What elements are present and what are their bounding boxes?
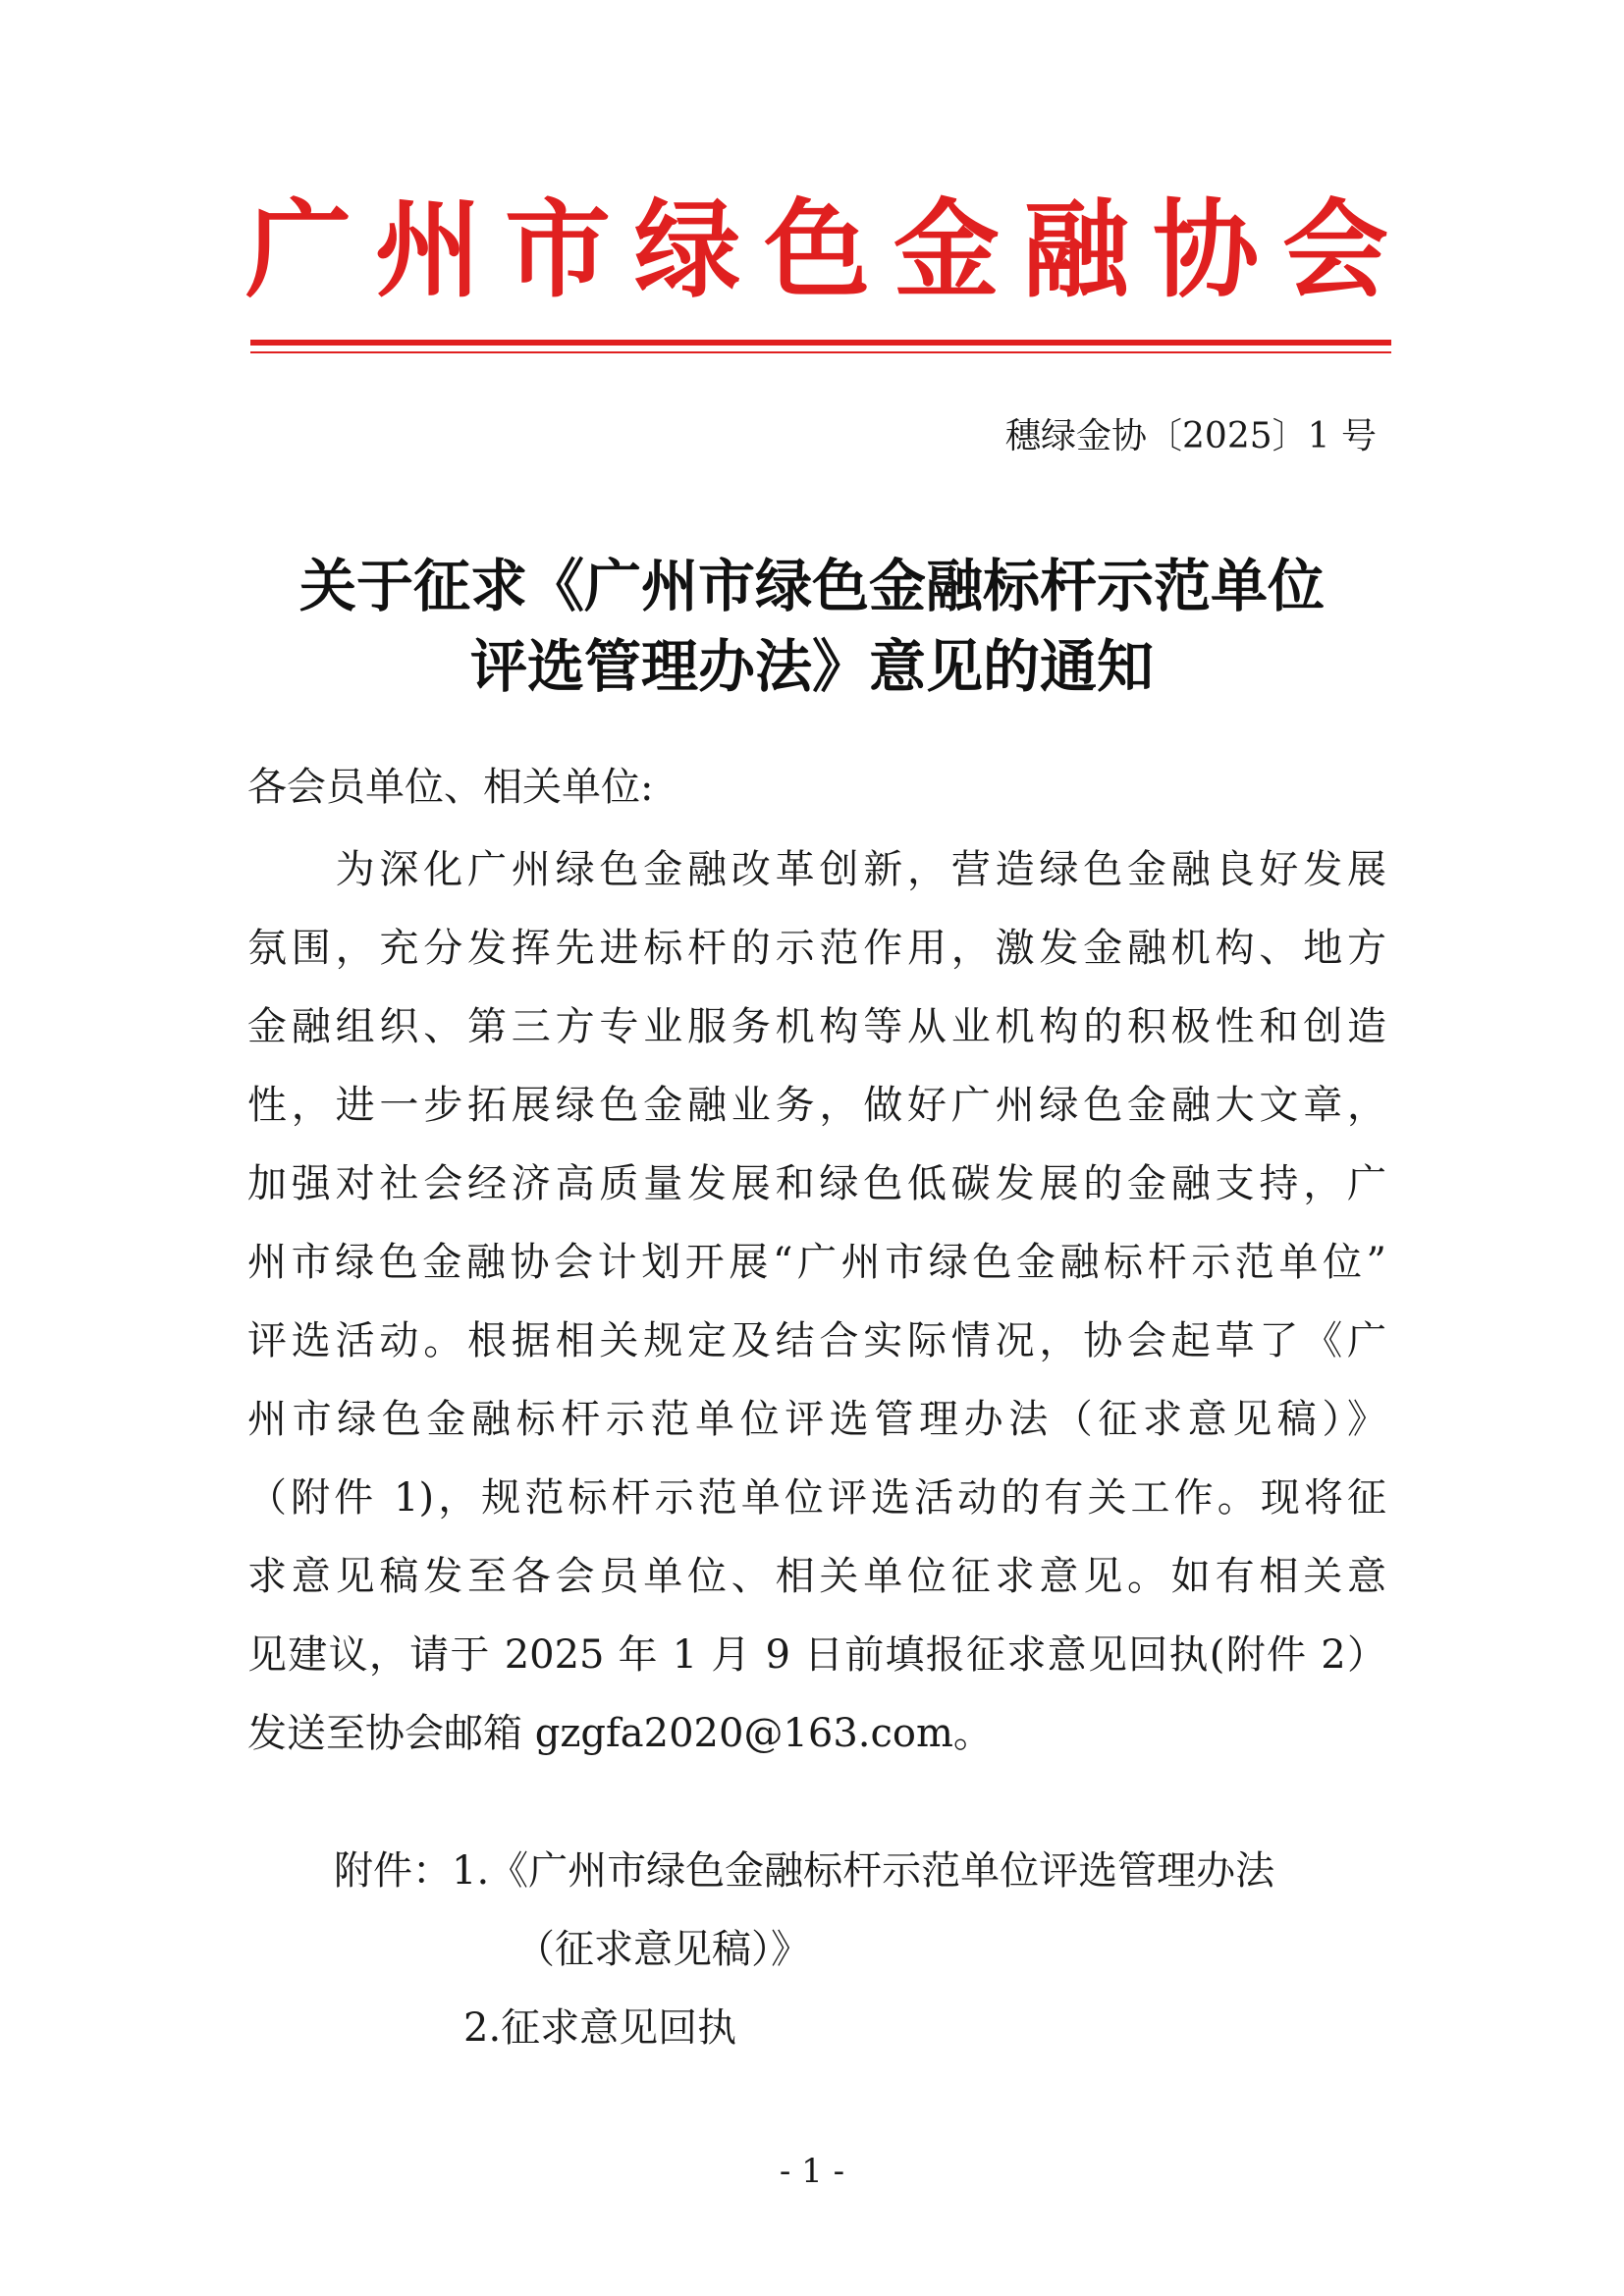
- document-title: [245, 546, 1379, 707]
- body-line: 加强对社会经济高质量发展和绿色低碳发展的金融支持，广: [247, 1161, 1386, 1206]
- salutation: 各会员单位、相关单位:: [247, 765, 654, 810]
- masthead-org-name: 广州市绿色金融协会: [245, 188, 1413, 312]
- page-number: - 1 -: [779, 2152, 845, 2191]
- body-line: 评选活动。根据相关规定及结合实际情况，协会起草了《广: [247, 1318, 1386, 1363]
- attachments-block: [334, 1832, 1394, 2067]
- body-line: 性，进一步拓展绿色金融业务，做好广州绿色金融大文章，: [247, 1083, 1386, 1128]
- body-paragraph: [247, 830, 1386, 1773]
- masthead-divider-thick: [250, 340, 1391, 346]
- attachment-item-2: 2.征求意见回执: [463, 2005, 737, 2051]
- body-line: 求意见稿发至各会员单位、相关单位征求意见。如有相关意: [247, 1554, 1386, 1599]
- attachments-label: 附件：: [334, 1848, 452, 1894]
- masthead-divider-thin: [250, 351, 1391, 353]
- attachment-item-1-continuation: （征求意见稿）》: [515, 1927, 810, 1972]
- attachment-item-1-title: 1.《广州市绿色金融标杆示范单位评选管理办法: [452, 1848, 1275, 1894]
- body-line: 金融组织、第三方专业服务机构等从业机构的积极性和创造: [247, 1004, 1386, 1049]
- body-line: （附件 1)，规范标杆示范单位评选活动的有关工作。现将征: [247, 1475, 1386, 1521]
- body-line: 见建议，请于 2025 年 1 月 9 日前填报征求意见回执(附件 2）: [247, 1632, 1386, 1678]
- body-line: 为深化广州绿色金融改革创新，营造绿色金融良好发展: [247, 847, 1386, 892]
- body-line: 氛围，充分发挥先进标杆的示范作用，激发金融机构、地方: [247, 926, 1386, 971]
- attachment-item-1: [334, 1832, 1394, 1910]
- body-line: 州市绿色金融标杆示范单位评选管理办法（征求意见稿）》: [247, 1397, 1386, 1442]
- document-number: 穗绿金协〔2025〕1 号: [1005, 416, 1377, 456]
- body-line: 发送至协会邮箱 gzgfa2020@163.com。: [247, 1711, 993, 1756]
- body-line: 州市绿色金融协会计划开展“广州市绿色金融标杆示范单位”: [247, 1240, 1386, 1285]
- document-title-line-2: 评选管理办法》意见的通知: [469, 633, 1154, 700]
- document-title-line-1: 关于征求《广州市绿色金融标杆示范单位: [298, 553, 1325, 619]
